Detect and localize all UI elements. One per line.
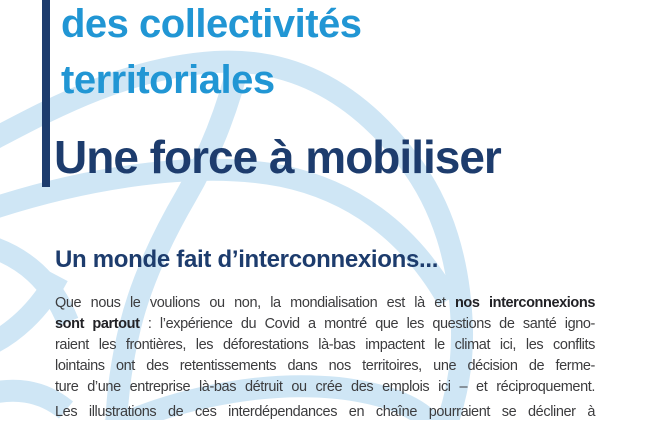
text-run: ture d’une entreprise là-bas détruit ou crée des emplois ici – et réciproquement.: [55, 379, 595, 395]
section-heading: Un monde fait d’interconnexions...: [55, 246, 439, 273]
text-run: lointains ont des retentissements dans nos territoires, une décision de ferme-: [55, 358, 595, 374]
title-light-line2: territoriales: [61, 58, 275, 102]
paragraph-line: [55, 314, 595, 335]
bold-text-run: sont partout: [55, 316, 140, 332]
paragraph-line: [55, 293, 595, 314]
title-dark: Une force à mobiliser: [54, 131, 501, 183]
paragraph-line: [55, 335, 595, 356]
text-run: raient les frontières, les déforestations là-bas impactent le climat ici, les conflits: [55, 337, 595, 353]
text-run: : l’expérience du Covid a montré que les questions de santé igno-: [139, 316, 595, 332]
text-run: Que nous le voulions ou non, la mondialisation est là et: [55, 295, 455, 311]
bold-text-run: nos interconnexions: [454, 295, 595, 311]
title-light-line1: des collectivités: [61, 2, 362, 46]
accent-bar: [42, 0, 50, 187]
paragraph-line: [55, 356, 595, 377]
paragraph-line: [55, 377, 595, 398]
paragraph-line: Les illustrations de ces interdépendances en chaîne pourraient se décliner à: [55, 404, 595, 420]
body-paragraph: [55, 293, 595, 398]
